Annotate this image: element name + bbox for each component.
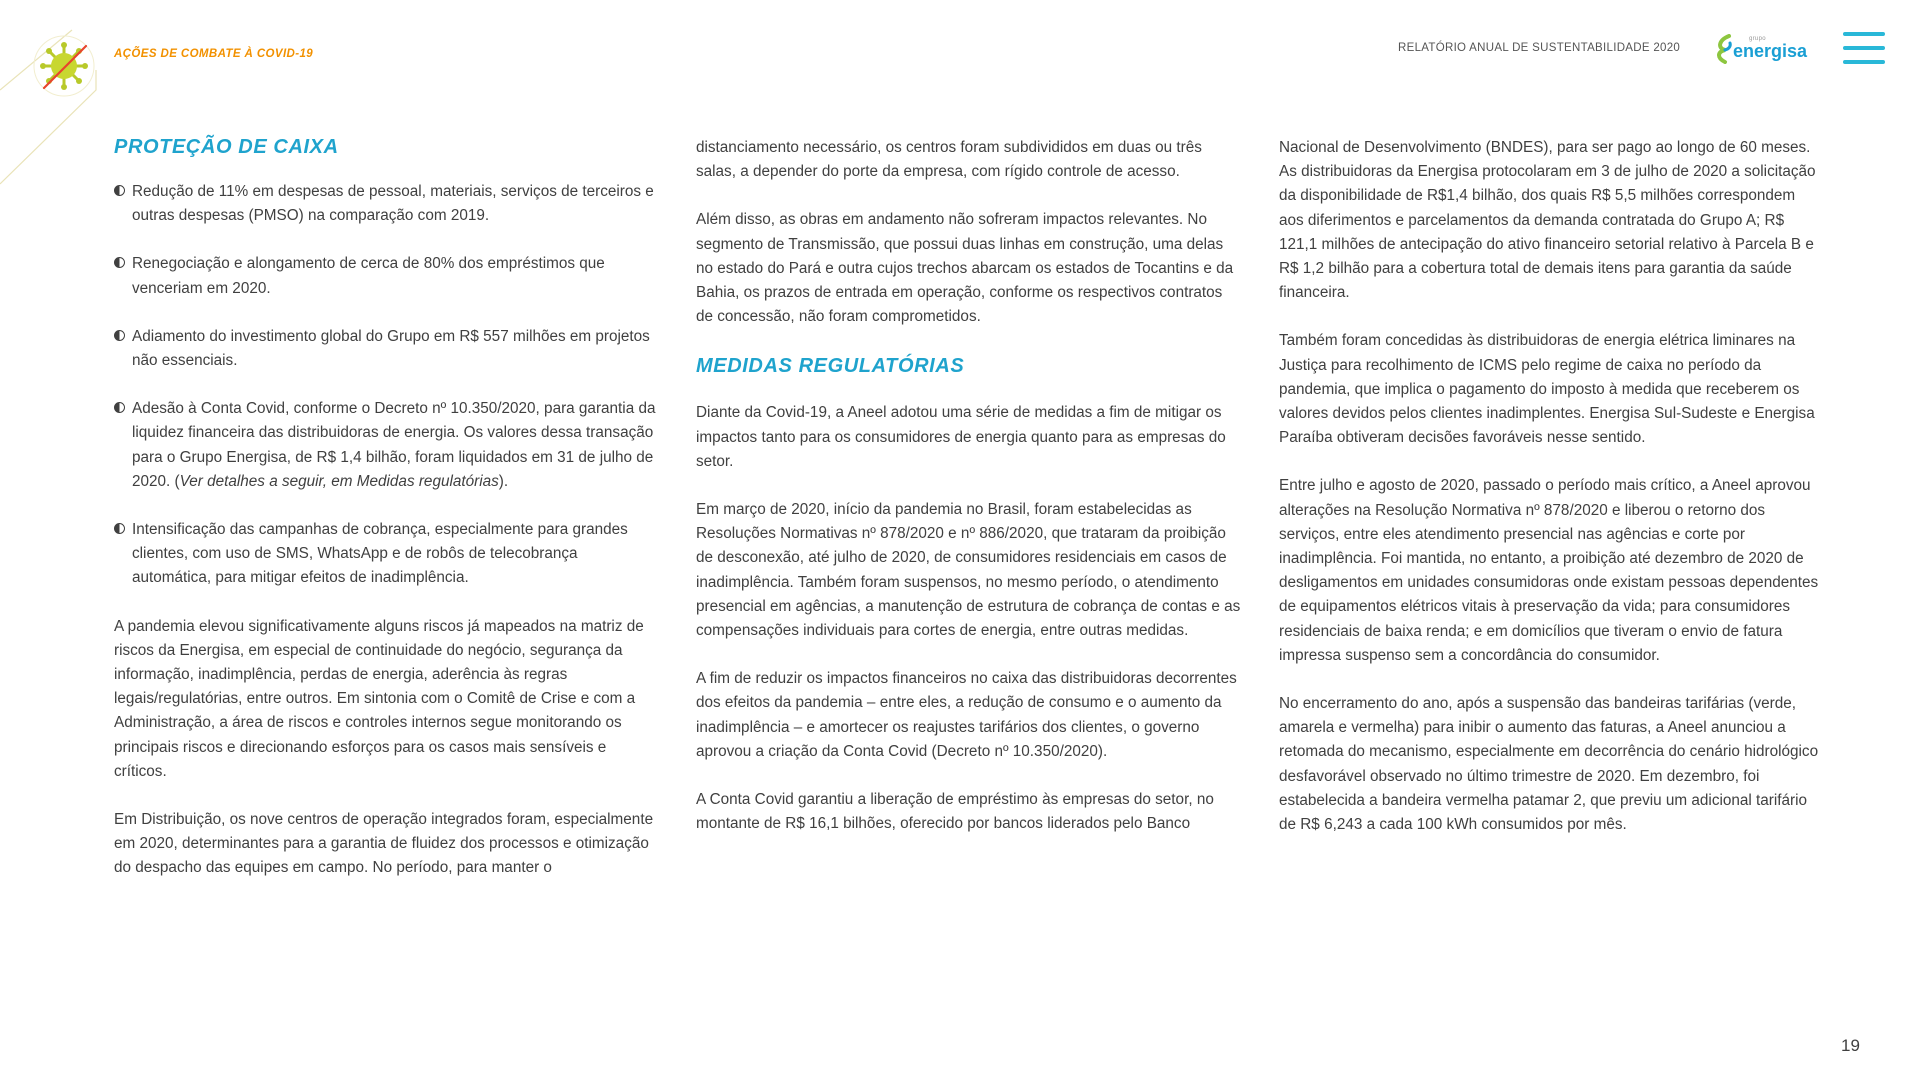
paragraph: No encerramento do ano, após a suspensão das bandeiras tarifárias (verde, amarela e vermelha) para inibir o aumento das faturas, a Aneel anunciou a retomada do mecanismo, especialmente em decorrência do cenário hidrológico desfavorável observado no último trimestre de 2020. Em dezembro, foi estabelecida a bandeira vermelha patamar 2, que previu um adicional tarifário de R$ 6,243 a cada 100 kWh consumidos por mês. <box>1279 695 1819 834</box>
bullet-item <box>114 397 657 494</box>
report-title: RELATÓRIO ANUAL DE SUSTENTABILIDADE 2020 <box>1398 42 1681 54</box>
bullet-item <box>114 518 657 591</box>
paragraph: Nacional de Desenvolvimento (BNDES), para ser pago ao longo de 60 meses. As distribuidoras da Energisa protocolaram em 3 de julho de 2020 a solicitação da disponibilidade de R$1,4 bilhão, dos quais R$ 5,5 milhões correspondem aos diferimentos e parcelamentos da demanda contratada do Grupo A; R$ 121,1 milhões de antecipação do ativo financeiro setorial relativo à Parcela B e R$ 1,2 bilhão para a cobertura total de demais itens para garantia da saúde financeira. <box>1279 139 1816 302</box>
bullet-text: Adesão à Conta Covid, conforme o Decreto nº 10.350/2020, para garantia da liquidez financeira das distribuidoras de energia. Os valores dessa transação para o Grupo Energisa, de R$ 1,4 bilhão, foram liquidados em 31 de julho de 2020. ( <box>132 400 656 490</box>
paragraph: A fim de reduzir os impactos financeiros no caixa das distribuidoras decorrentes dos efeitos da pandemia – entre eles, a redução de consumo e o aumento da inadimplência – e amortecer os reajustes tarifários dos clientes, o governo aprovou a criação da Conta Covid (Decreto nº 10.350/2020). <box>696 670 1237 760</box>
paragraph: A Conta Covid garantiu a liberação de empréstimo às empresas do setor, no montante de R$ 16,1 bilhões, oferecido por bancos liderados pelo Banco <box>696 791 1214 833</box>
bullet-text: Adiamento do investimento global do Grupo em R$ 557 milhões em projetos não essenciais. <box>132 327 650 370</box>
crossed-virus-icon <box>40 42 88 90</box>
bullet-item <box>114 180 657 228</box>
half-circle-bullet-icon <box>114 523 125 534</box>
paragraph: Entre julho e agosto de 2020, passado o período mais crítico, a Aneel aprovou alterações na Resolução Normativa nº 878/2020 e liberou o retorno dos serviços, entre eles atendimento presencial nas agências e corte por inadimplência. Foi mantida, no entanto, a proibição até dezembro de 2020 de desligamentos em unidades consumidoras onde existam pessoas dependentes de equipamentos elétricos vitais à preservação da vida; para consumidores residenciais de baixa renda; e em domicílios que tiveram o envio de fatura impressa suspenso sem a concordância do consumidor. <box>1279 477 1819 664</box>
paragraph: Em março de 2020, início da pandemia no Brasil, foram estabelecidas as Resoluções Normativas nº 878/2020 e nº 886/2020, que trataram da proibição de desconexão, até julho de 2020, de consumidores residenciais em casos de inadimplência. Também foram suspensos, no mesmo período, o atendimento presencial em agências, a manutenção de estrutura de cobrança de contas e as compensações individuais para cortes de energia, entre outras medidas. <box>696 501 1241 640</box>
paragraph: A pandemia elevou significativamente alguns riscos já mapeados na matriz de riscos da Energisa, em especial de continuidade do negócio, segurança da informação, inadimplência, perdas de energia, aderência às regras legais/regulatórias, entre outros. Em sintonia com o Comitê de Crise e com a Administração, a área de riscos e controles internos segue monitorando os principais riscos e direcionando esforços para os casos mais sensíveis e críticos. <box>114 617 644 780</box>
half-circle-bullet-icon <box>114 185 125 196</box>
paragraph: Além disso, as obras em andamento não sofreram impactos relevantes. No segmento de Transmissão, que possui duas linhas em construção, uma delas no estado do Pará e outra cujos trechos abarcam os estados de Tocantins e da Bahia, os prazos de entrada em operação, conforme os respectivos contratos de concessão, não foram comprometidos. <box>696 211 1234 326</box>
column-1 <box>114 136 657 905</box>
hamburger-menu-icon[interactable] <box>1843 32 1887 66</box>
paragraph: Em Distribuição, os nove centros de operação integrados foram, especialmente em 2020, determinantes para a garantia de fluidez dos processos e otimização do despacho das equipes em campo. No período, para manter o <box>114 811 654 877</box>
paragraph: Diante da Covid-19, a Aneel adotou uma série de medidas a fim de mitigar os impactos tanto para os consumidores de energia quanto para as empresas do setor. <box>696 404 1226 470</box>
bullet-text: Redução de 11% em despesas de pessoal, materiais, serviços de terceiros e outras despesas (PMSO) na comparação com 2019. <box>132 183 654 225</box>
section-label: AÇÕES DE COMBATE À COVID-19 <box>114 48 314 60</box>
logo-group-text: grupo <box>1749 36 1766 42</box>
bullet-text-end: ). <box>498 472 509 490</box>
paragraph: Também foram concedidas às distribuidoras de energia elétrica liminares na Justiça para recolhimento de ICMS pelo regime de caixa no período da pandemia, que implica o pagamento do imposto à medida que receberem os valores devidos pelos clientes inadimplentes. Energisa Sul-Sudeste e Energisa Paraíba obtiveram decisões favoráveis nesse sentido. <box>1279 332 1815 447</box>
bullet-text: Intensificação das campanhas de cobrança, especialmente para grandes clientes, com uso de SMS, WhatsApp e de robôs de telecobrança automática, para mitigar efeitos de inadimplência. <box>132 521 628 587</box>
energisa-logo-mark-icon <box>1713 34 1735 64</box>
half-circle-bullet-icon <box>114 257 125 268</box>
logo-wordmark: energisa <box>1733 41 1808 61</box>
column-2 <box>696 136 1241 860</box>
energisa-logo <box>1713 34 1808 64</box>
paragraph: distanciamento necessário, os centros foram subdivididos em duas ou três salas, a depender do porte da empresa, com rígido controle de acesso. <box>696 139 1202 181</box>
heading-medidas-regulatorias: MEDIDAS REGULATÓRIAS <box>696 355 965 378</box>
heading-protecao-de-caixa: PROTEÇÃO DE CAIXA <box>114 136 339 158</box>
bullet-list <box>114 180 657 591</box>
bullet-item <box>114 325 657 373</box>
bullet-item <box>114 252 657 300</box>
corner-decoration <box>0 0 130 190</box>
cross-reference-text: Ver detalhes a seguir, em Medidas regulatórias <box>179 472 499 490</box>
page-number: 19 <box>1841 1036 1860 1055</box>
column-3 <box>1279 136 1824 861</box>
half-circle-bullet-icon <box>114 402 125 413</box>
half-circle-bullet-icon <box>114 330 125 341</box>
bullet-text: Renegociação e alongamento de cerca de 80% dos empréstimos que venceriam em 2020. <box>132 255 605 297</box>
